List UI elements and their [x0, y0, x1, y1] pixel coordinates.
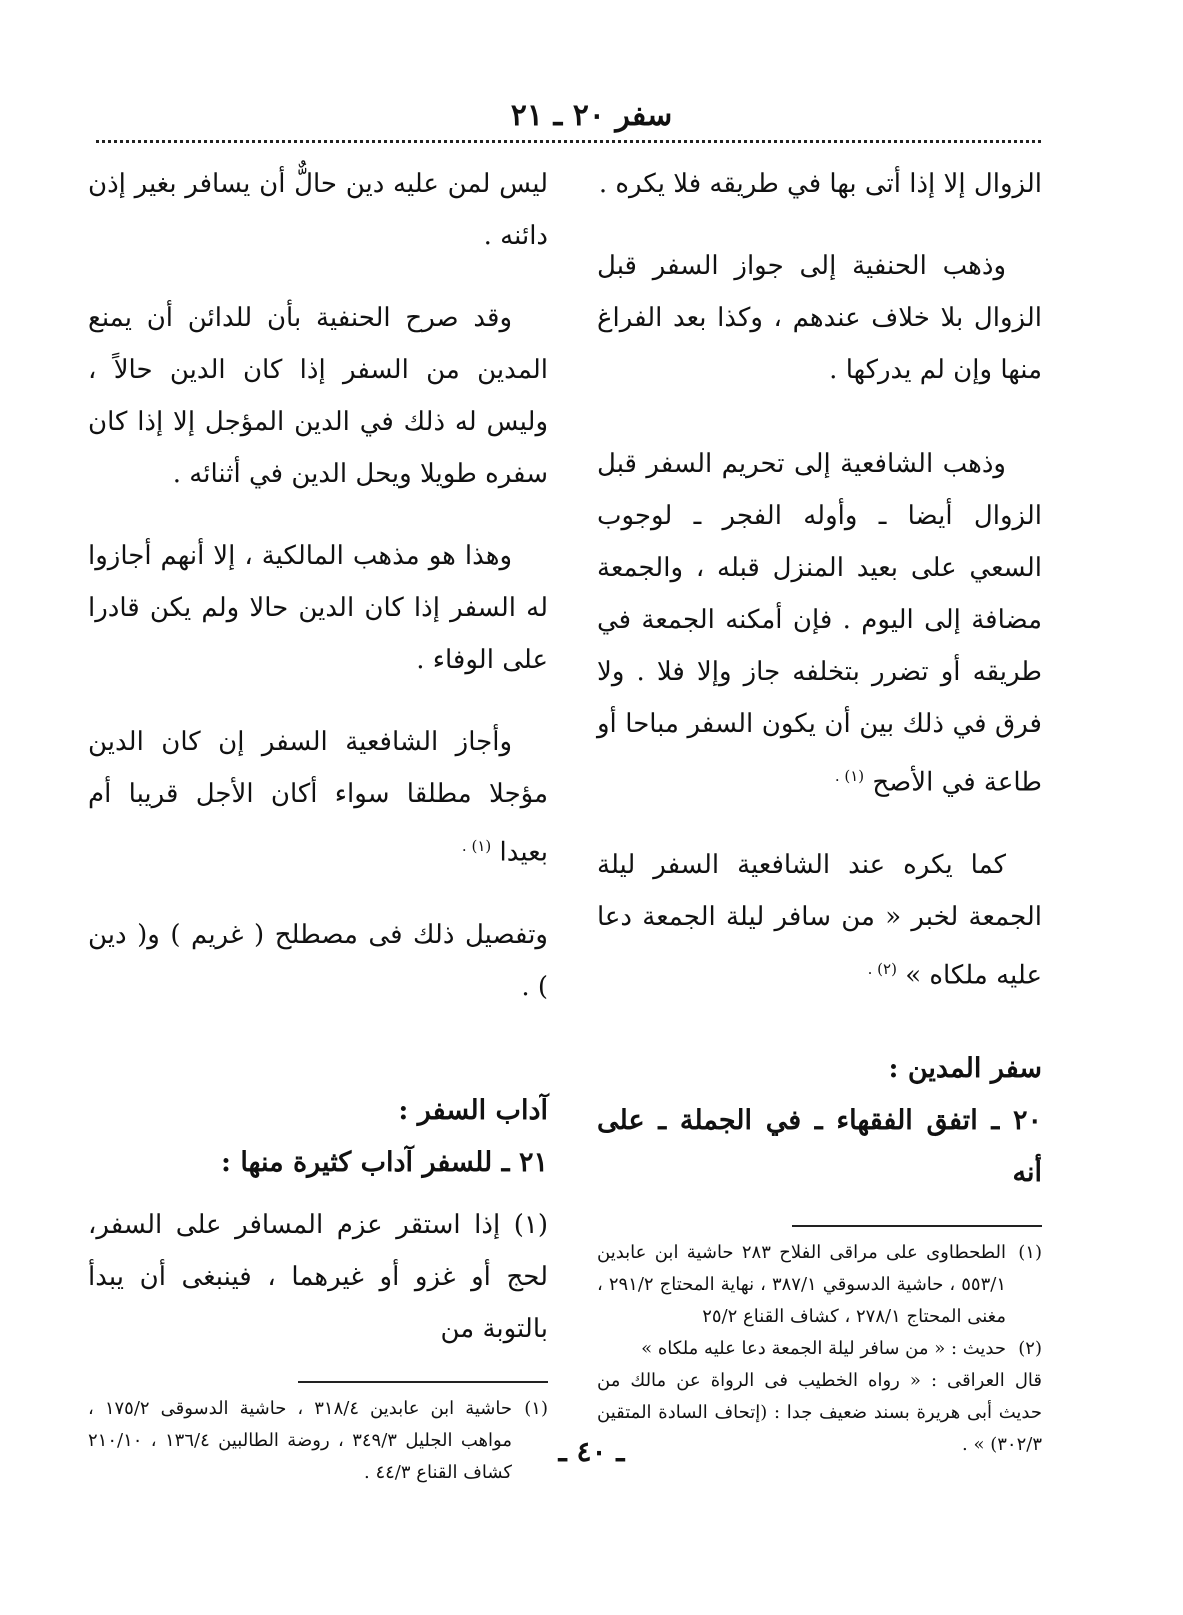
paragraph: وذهب الحنفية إلى جواز السفر قبل الزوال بلا خلاف عندهم ، وكذا بعد الفراغ منها وإن لم يدركها . [597, 251, 1042, 385]
footnote-number: (١) [1018, 1242, 1042, 1264]
footnote-number: (٢) [1018, 1338, 1042, 1360]
paragraph: وقد صرح الحنفية بأن للدائن أن يمنع المدين من السفر إذا كان الدين حالاً ، وليس له ذلك في الدين المؤجل إلا إذا كان سفره طويلا ويحل الدين في أثنائه . [88, 303, 548, 489]
footnote [597, 1333, 1042, 1365]
section-numbered-line: ٢٠ ـ اتفق الفقهاء ـ في الجملة ـ على أنه [597, 1105, 1042, 1189]
paragraph [88, 716, 548, 879]
paragraph-text: وذهب الشافعية إلى تحريم السفر قبل الزوال أيضا ـ وأوله الفجر ـ لوجوب السعي على بعيد المنزل قبله ، والجمعة مضافة إلى اليوم . فإن أمكنه الجمعة في طريقه أو تضرر بتخلفه جاز وإلا فلا . ولا فرق في ذلك بين أن يكون السفر مباحا أو طاعة في الأصح [597, 449, 1042, 798]
paragraph-text: كما يكره عند الشافعية السفر ليلة الجمعة لخبر « من سافر ليلة الجمعة دعا عليه ملكاه » [597, 849, 1042, 991]
paragraph: وتفصيل ذلك فى مصطلح ( غريم ) و( دين ) . [88, 919, 548, 1002]
left-column [88, 158, 548, 1489]
footnote [597, 1237, 1042, 1333]
footnote-marker: (١) . [461, 837, 492, 855]
running-header: سفر ٢٠ ـ ٢١ [510, 98, 673, 133]
paragraph: (١) إذا استقر عزم المسافر على السفر، لحج أو غزو أو غيرهما ، فينبغى أن يبدأ بالتوبة من [88, 1209, 548, 1344]
section-heading: آداب السفر : [398, 1094, 548, 1126]
paragraph [597, 839, 1042, 1002]
footnote-continuation: قال العراقى : « رواه الخطيب فى الرواة عن مالك من حديث أبى هريرة بسند ضعيف جدا : (إتحاف السادة المتقين ٣٠٢/٣) » . [597, 1370, 1042, 1456]
footnote-text: حاشية ابن عابدين ٣١٨/٤ ، حاشية الدسوقى ١٧٥/٢ ، مواهب الجليل ٣٤٩/٣ ، روضة الطالبين ١٣٦/٤ ، ٢١٠/١٠ كشاف القناع ٤٤/٣ . [88, 1397, 512, 1483]
section-heading: سفر المدين : [888, 1053, 1042, 1085]
footnote-rule [298, 1381, 548, 1383]
header-dotted-rule [96, 140, 1041, 143]
paragraph [597, 438, 1042, 809]
footnote-text: حديث : « من سافر ليلة الجمعة دعا عليه ملكاه » [641, 1338, 1006, 1360]
footnote-marker: (٢) . [867, 959, 897, 978]
paragraph: ليس لمن عليه دين حالٌّ أن يسافر بغير إذن دائنه . [88, 169, 548, 251]
paragraph: وهذا هو مذهب المالكية ، إلا أنهم أجازوا له السفر إذا كان الدين حالا ولم يكن قادرا على الوفاء . [88, 541, 548, 675]
right-column [597, 158, 1042, 1461]
footnote-number: (١) [524, 1397, 548, 1419]
footnote-text: الطحطاوى على مراقى الفلاح ٢٨٣ حاشية ابن عابدين ٥٥٣/١ ، حاشية الدسوقي ٣٨٧/١ ، نهاية المحتاج ٢٩١/٢ ، مغنى المحتاج ٢٧٨/١ ، كشاف القناع ٢٥/٢ [597, 1242, 1006, 1328]
section-numbered-line: ٢١ ـ للسفر آداب كثيرة منها : [220, 1146, 548, 1178]
paragraph: الزوال إلا إذا أتى بها في طريقه فلا يكره . [598, 169, 1042, 199]
page-number: ـ ٤٠ ـ [558, 1435, 625, 1468]
footnote-rule [792, 1225, 1042, 1227]
paragraph-text: وأجاز الشافعية السفر إن كان الدين مؤجلا مطلقا سواء أكان الأجل قريبا أم بعيدا [88, 727, 548, 868]
footnote-marker: (١) . [834, 767, 865, 785]
